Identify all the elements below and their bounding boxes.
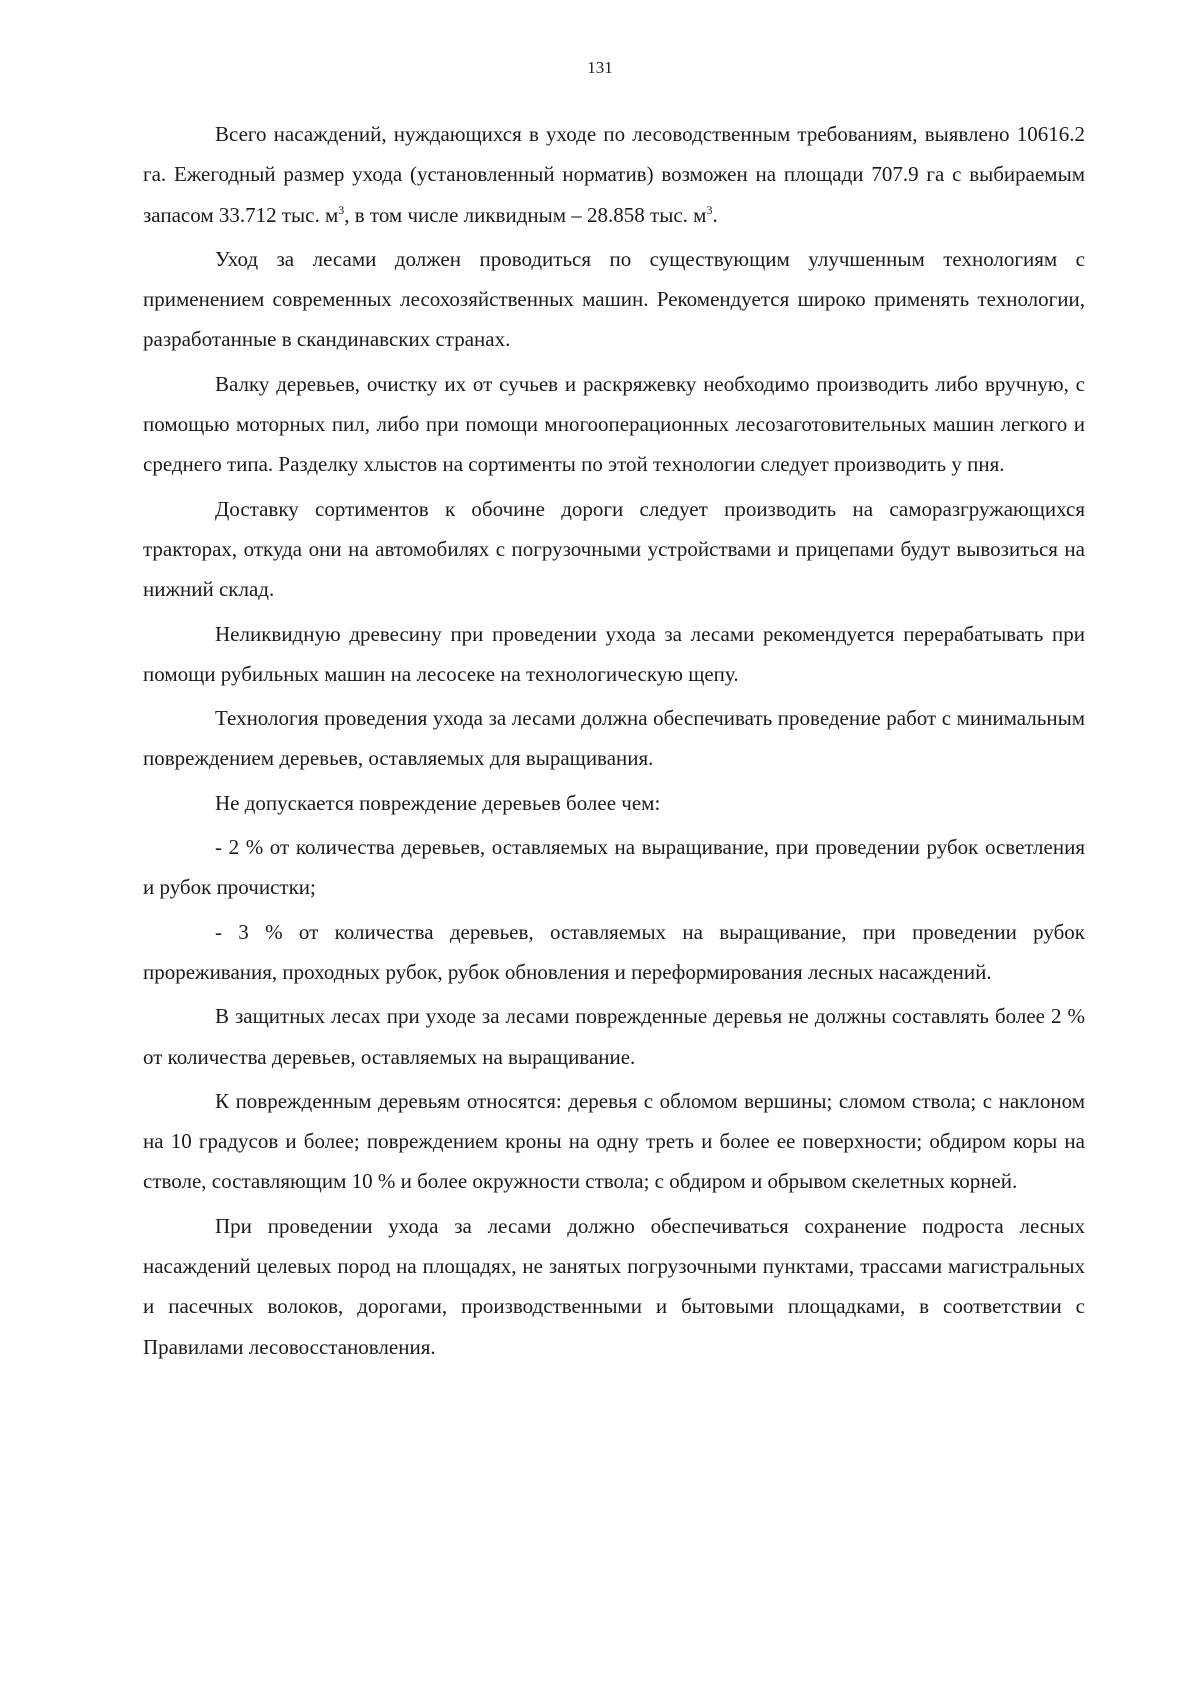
paragraph-3: Валку деревьев, очистку их от сучьев и раскряжевку необходимо производить либо вручную, с помощью моторных пил, либо при помощи многооперационных лесозаготовительных машин легкого и среднего типа. Разделку хлыстов на сортименты по этой технологии следует производить у пня. <box>143 371 1085 477</box>
paragraph-5: Неликвидную древесину при проведении ухода за лесами рекомендуется перерабатывать при помощи рубильных машин на лесосеке на технологическую щепу. <box>143 621 1085 686</box>
paragraph-1-text-end: . <box>712 202 718 227</box>
paragraph-2: Уход за лесами должен проводиться по существующим улучшенным технологиям с применением современных лесохозяйственных машин. Рекомендуется широко применять технологии, разработанные в скандинавских странах. <box>143 246 1085 352</box>
superscript: 3 <box>338 202 345 217</box>
paragraph-8: В защитных лесах при уходе за лесами поврежденные деревья не должны составлять более 2 % от количества деревьев, оставляемых на выращивание. <box>143 1004 1085 1069</box>
paragraph-1 <box>143 114 1085 235</box>
list-item-1: - 2 % от количества деревьев, оставляемых на выращивание, при проведении рубок осветления и рубок прочистки; <box>143 835 1085 900</box>
paragraph-10: При проведении ухода за лесами должно обеспечиваться сохранение подроста лесных насаждений целевых пород на площадях, не занятых погрузочными пунктами, трассами магистральных и пасечных волоков, дорогами, производственными и бытовыми площадками, в соответствии с Правилами лесовосстановления. <box>143 1213 1085 1359</box>
superscript: 3 <box>706 202 713 217</box>
list-item-2: - 3 % от количества деревьев, оставляемых на выращивание, при проведении рубок прореживания, проходных рубок, рубок обновления и переформирования лесных насаждений. <box>143 919 1085 984</box>
paragraph-9: К поврежденным деревьям относятся: деревья с обломом вершины; сломом ствола; с наклоном на 10 градусов и более; повреждением кроны на одну треть и более ее поверхности; обдиром коры на стволе, составляющим 10 % и более окружности ствола; с обдиром и обрывом скелетных корней. <box>143 1088 1085 1194</box>
body-text <box>143 114 1085 1371</box>
paragraph-1-text-mid: , в том числе ликвидным – 28.858 тыс. м <box>344 202 707 227</box>
page-number: 131 <box>587 58 613 77</box>
paragraph-4: Доставку сортиментов к обочине дороги следует производить на саморазгружающихся тракторах, откуда они на автомобилях с погрузочными устройствами и прицепами будут вывозиться на нижний склад. <box>143 496 1085 602</box>
paragraph-6: Технология проведения ухода за лесами должна обеспечивать проведение работ с минимальным повреждением деревьев, оставляемых для выращивания. <box>143 706 1085 771</box>
paragraph-7: Не допускается повреждение деревьев более чем: <box>215 790 661 815</box>
paragraph-1-text: Всего насаждений, нуждающихся в уходе по лесоводственным требованиям, выявлено 10616.2 га. Ежегодный размер ухода (установленный норматив) возможен на площади 707.9 га с выбираемым запасом 33.712 тыс. м <box>143 122 1085 227</box>
